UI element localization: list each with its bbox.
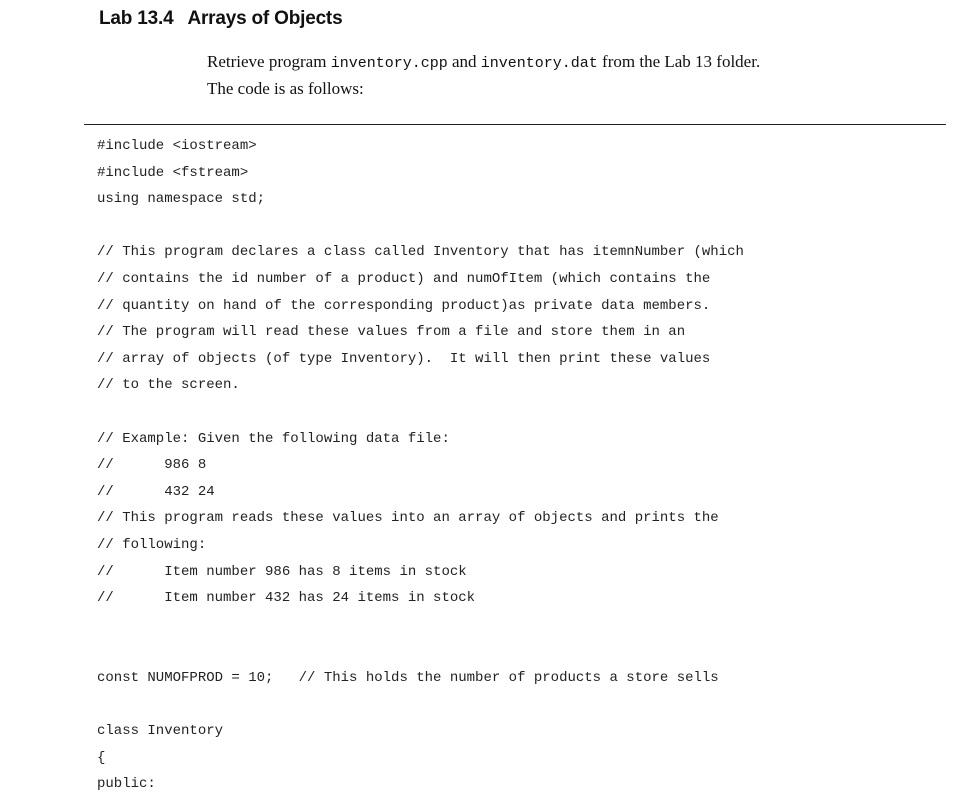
code-line: // contains the id number of a product) and numOfItem (which contains the — [97, 270, 711, 287]
code-line: using namespace std; — [97, 191, 266, 208]
code-line: const NUMOFPROD = 10; // This holds the number of products a store sells — [97, 669, 719, 686]
code-line: // Item number 986 has 8 items in stock — [97, 563, 467, 580]
code-line: // Example: Given the following data file: — [97, 430, 450, 447]
intro-text: and — [447, 52, 481, 71]
code-line: // This program reads these values into an array of objects and prints the — [97, 510, 719, 527]
code-line: // 986 8 — [97, 457, 207, 474]
code-line: { — [97, 749, 106, 766]
intro-text: from the Lab 13 folder. — [597, 52, 761, 71]
code-line: class Inventory — [97, 723, 224, 740]
code-line: #include <fstream> — [97, 164, 249, 181]
code-line — [97, 638, 744, 665]
code-line: // This program declares a class called Inventory that has itemnNumber (which — [97, 244, 744, 261]
code-line: // quantity on hand of the corresponding product)as private data members. — [97, 297, 711, 314]
intro-line-1 — [207, 49, 957, 76]
code-listing — [97, 133, 744, 798]
horizontal-rule — [84, 124, 946, 125]
code-line: #include <iostream> — [97, 138, 257, 154]
code-line — [97, 691, 744, 718]
code-line: // 432 24 — [97, 483, 215, 500]
filename-dat: inventory.dat — [480, 55, 598, 72]
lab-title: Arrays of Objects — [187, 8, 343, 29]
code-line — [97, 213, 744, 240]
code-line: // array of objects (of type Inventory). It will then print these values — [97, 350, 711, 367]
lab-heading — [99, 8, 342, 30]
code-line — [97, 612, 744, 639]
intro-text: Retrieve program — [207, 52, 331, 71]
code-line — [97, 399, 744, 426]
code-line: // The program will read these values from a file and store them in an — [97, 324, 686, 341]
code-line: // Item number 432 has 24 items in stock — [97, 590, 476, 607]
code-line: public: — [97, 776, 156, 793]
code-line: // following: — [97, 536, 207, 553]
lab-number: Lab 13.4 — [99, 8, 174, 29]
filename-cpp: inventory.cpp — [330, 55, 448, 72]
intro-line-2: The code is as follows: — [207, 79, 364, 98]
code-line: // to the screen. — [97, 377, 240, 394]
intro-paragraph — [207, 49, 957, 101]
